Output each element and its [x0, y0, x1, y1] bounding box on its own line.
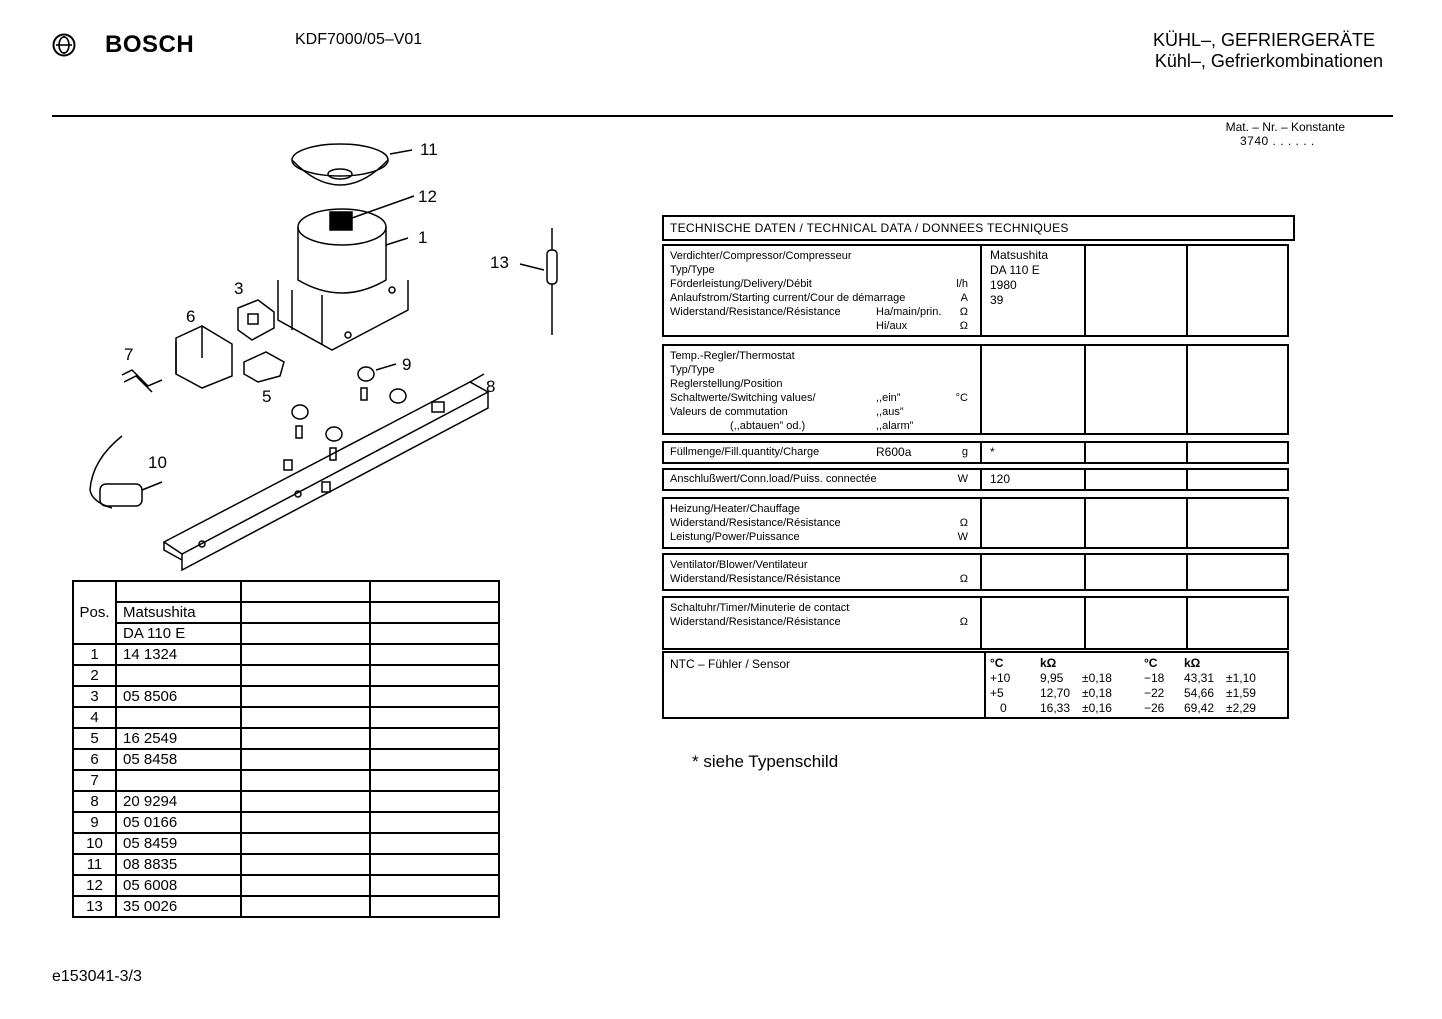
header-divider: [52, 115, 1393, 117]
table-row: 5 16 2549: [73, 728, 499, 749]
compressor-starting-current: 39: [990, 293, 1004, 307]
callout-9: 9: [402, 355, 412, 374]
model-number: KDF7000/05–V01: [295, 31, 423, 48]
technical-data-title: TECHNISCHE DATEN / TECHNICAL DATA / DONNEES TECHNIQUES: [662, 215, 1295, 241]
table-row: 1 14 1324: [73, 644, 499, 665]
document-code: e153041-3/3: [52, 968, 142, 985]
brand-name: BOSCH: [105, 31, 195, 58]
part-6-cover: [176, 326, 232, 388]
callout-6: 6: [186, 307, 196, 326]
table-row: 13 35 0026: [73, 896, 499, 917]
manufacturer-header: Matsushita: [116, 602, 241, 623]
table-row: 12 05 6008: [73, 875, 499, 896]
part-8-mounting-rail: [164, 374, 488, 570]
table-row: 10 05 8459: [73, 833, 499, 854]
charge-section: Füllmenge/Fill.quantity/Charge R600a g *: [662, 441, 1289, 464]
compressor-delivery: 1980: [990, 278, 1017, 292]
table-row: 8 20 9294: [73, 791, 499, 812]
compressor-type: DA 110 E: [990, 263, 1040, 277]
part-11-cap: [292, 144, 412, 185]
mat-nr-label: Mat. – Nr. – Konstante: [1225, 120, 1345, 134]
table-row: 2: [73, 665, 499, 686]
part-1-compressor: [278, 196, 414, 350]
ntc-sensor-section: NTC – Fühler / Sensor °C kΩ °C kΩ +10 9,95 ±0,18 +5 12,70 ±0,18 0 16,33 ±0,16 −18 43,31 ±1,10 −22 54,66 ±1,59 −26 69,42 ±2,29: [662, 651, 1289, 719]
part-3-relay: [238, 300, 274, 340]
parts-table-header-row: [73, 581, 499, 602]
charge-value: *: [984, 443, 1086, 462]
pos-header: Pos.: [73, 581, 116, 644]
callout-12: 12: [418, 187, 437, 206]
callout-3: 3: [234, 279, 244, 298]
callout-10: 10: [148, 453, 167, 472]
part-7-clip: [122, 370, 162, 392]
thermostat-section: Temp.-Regler/Thermostat Typ/Type Reglerstellung/Position Schaltwerte/Switching values/ ,,ein” °C Valeurs de commutation ,,aus” (,,abtauen” od.) ,,alarm”: [662, 344, 1289, 435]
compressor-type-header: DA 110 E: [116, 623, 241, 644]
table-row: 6 05 8458: [73, 749, 499, 770]
table-row: 3 05 8506: [73, 686, 499, 707]
compressor-brand: Matsushita: [990, 248, 1049, 262]
table-row: 4: [73, 707, 499, 728]
compressor-section: Verdichter/Compressor/Compresseur Typ/Type Förderleistung/Delivery/Débit l/h Anlaufstrom/Starting current/Cour de démarrage A Widerstand/Resistance/Résistance Ha/main/prin. Ω Hi/aux Ω Matsushita DA 110 E 1980 39: [662, 244, 1289, 337]
category-subtitle: Kühl–, Gefrierkombinationen: [1154, 51, 1383, 71]
mat-nr-value: 3740 . . . . . .: [1240, 134, 1315, 148]
bosch-logo-icon: [52, 33, 76, 57]
parts-table: [72, 580, 500, 918]
exploded-parts-diagram: [52, 130, 612, 580]
callout-5: 5: [262, 387, 272, 406]
connected-load-value: 120: [984, 470, 1086, 489]
blower-section: Ventilator/Blower/Ventilateur Widerstand/Resistance/Résistance Ω: [662, 553, 1289, 591]
table-row: 9 05 0166: [73, 812, 499, 833]
ntc-values: °C kΩ °C kΩ +10 9,95 ±0,18 +5 12,70 ±0,18 0 16,33 ±0,16 −18 43,31 ±1,10 −22 54,66 ±1,59 −26 69,42 ±2,29: [984, 653, 1289, 717]
category-title: KÜHL–, GEFRIERGERÄTE: [1152, 30, 1375, 50]
callout-11: 11: [420, 140, 438, 159]
timer-section: Schaltuhr/Timer/Minuterie de contact Widerstand/Resistance/Résistance Ω: [662, 596, 1289, 650]
connected-load-section: Anschlußwert/Conn.load/Puiss. connectée W 120: [662, 468, 1289, 491]
table-row: 11 08 8835: [73, 854, 499, 875]
callout-7: 7: [124, 345, 134, 364]
callout-8: 8: [486, 377, 496, 396]
heater-section: Heizung/Heater/Chauffage Widerstand/Resistance/Résistance Ω Leistung/Power/Puissance W: [662, 497, 1289, 549]
part-5-bracket: [244, 352, 284, 382]
callout-13: 13: [490, 253, 509, 272]
table-row: 7: [73, 770, 499, 791]
callout-1: 1: [418, 228, 428, 247]
part-13-drier: [520, 228, 557, 335]
part-10-sensor: [90, 436, 162, 508]
type-plate-note: * siehe Typenschild: [692, 752, 839, 771]
